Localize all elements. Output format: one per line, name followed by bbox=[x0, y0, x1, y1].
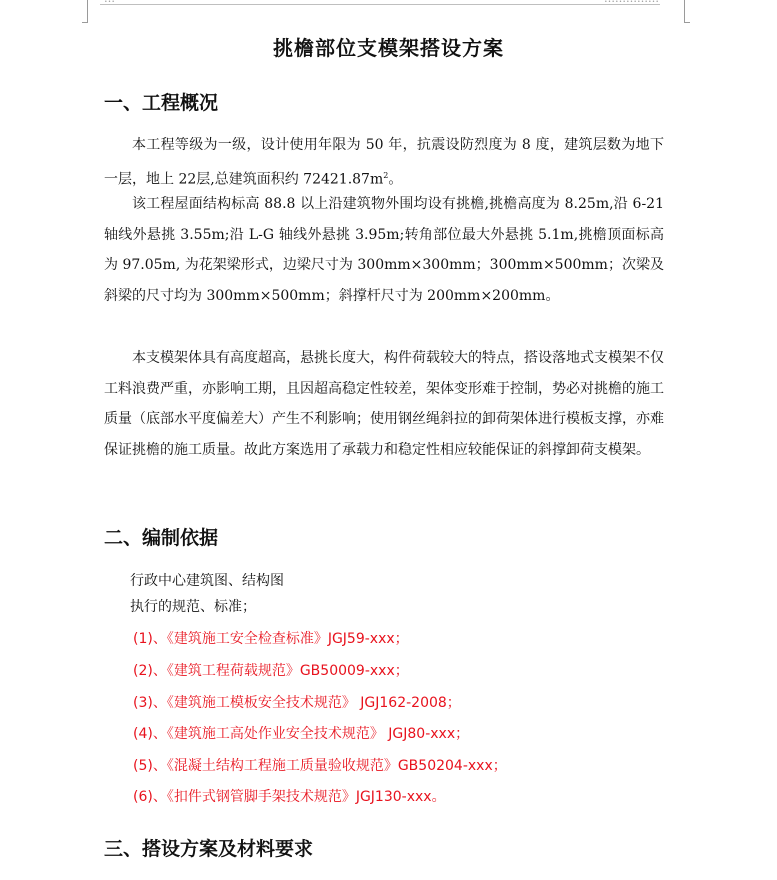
standard-item: (2)、《建筑工程荷载规范》GB50009-xxx； bbox=[133, 663, 409, 679]
section1-heading: 一、工程概况 bbox=[104, 92, 219, 114]
header-left-text bbox=[104, 0, 115, 5]
basis-line-standards: 执行的规范、标准； bbox=[130, 599, 256, 615]
section2-heading: 二、编制依据 bbox=[104, 527, 219, 549]
section1-para2: 该工程屋面结构标高 88.8 以上沿建筑物外围均设有挑檐,挑檐高度为 8.25m,沿 6-21 轴线外悬挑 3.55m;沿 L-G 轴线外悬挑 3.95m;转角部位最大外悬挑 5.1m,挑檐顶面标高为 97.05m, 为花架梁形式，边梁尺寸为 300mm×300mm；300mm×500mm；次梁及斜梁的尺寸均为 300mm×500mm；斜撑杆尺寸为 200mm×200mm。 bbox=[104, 196, 664, 304]
crop-mark-right bbox=[684, 0, 685, 22]
standard-item: (6)、《扣件式钢管脚手架技术规范》JGJ130-xxx。 bbox=[133, 789, 446, 805]
document-title: 挑檐部位支模架搭设方案 bbox=[273, 36, 504, 60]
crop-mark-right-h bbox=[684, 22, 690, 23]
section1-para1 bbox=[104, 130, 664, 195]
para1-end: 。 bbox=[388, 171, 403, 188]
para1-superscript: 2 bbox=[383, 170, 389, 180]
basis-line-drawings: 行政中心建筑图、结构图 bbox=[130, 573, 284, 589]
standard-item: (5)、《混凝土结构工程施工质量验收规范》GB50204-xxx； bbox=[133, 758, 507, 774]
header-right-text bbox=[604, 0, 659, 5]
section1-para3: 本支模架体具有高度超高，悬挑长度大，构件荷载较大的特点，搭设落地式支模架不仅工料浪费严重，亦影响工期，且因超高稳定性较差，架体变形难于控制，势必对挑檐的施工质量（底部水平度偏差大）产生不利影响；使用钢丝绳斜拉的卸荷架体进行模板支撑，亦难保证挑檐的施工质量。故此方案选用了承载力和稳定性相应较能保证的斜撑卸荷支模架。 bbox=[104, 350, 664, 458]
header-rule bbox=[100, 4, 660, 5]
section3-heading: 三、搭设方案及材料要求 bbox=[104, 838, 314, 860]
standard-item: (3)、《建筑施工模板安全技术规范》 JGJ162-2008； bbox=[133, 695, 461, 711]
standard-item: (4)、《建筑施工高处作业安全技术规范》 JGJ80-xxx； bbox=[133, 726, 470, 742]
para1-text: 本工程等级为一级，设计使用年限为 50 年，抗震设防烈度为 8 度，建筑层数为地下一层，地上 22层,总建筑面积约 72421.87m bbox=[104, 137, 664, 188]
crop-mark-left-h bbox=[82, 22, 88, 23]
crop-mark-left bbox=[87, 0, 88, 22]
standard-item: (1)、《建筑施工安全检查标准》JGJ59-xxx； bbox=[133, 631, 409, 647]
